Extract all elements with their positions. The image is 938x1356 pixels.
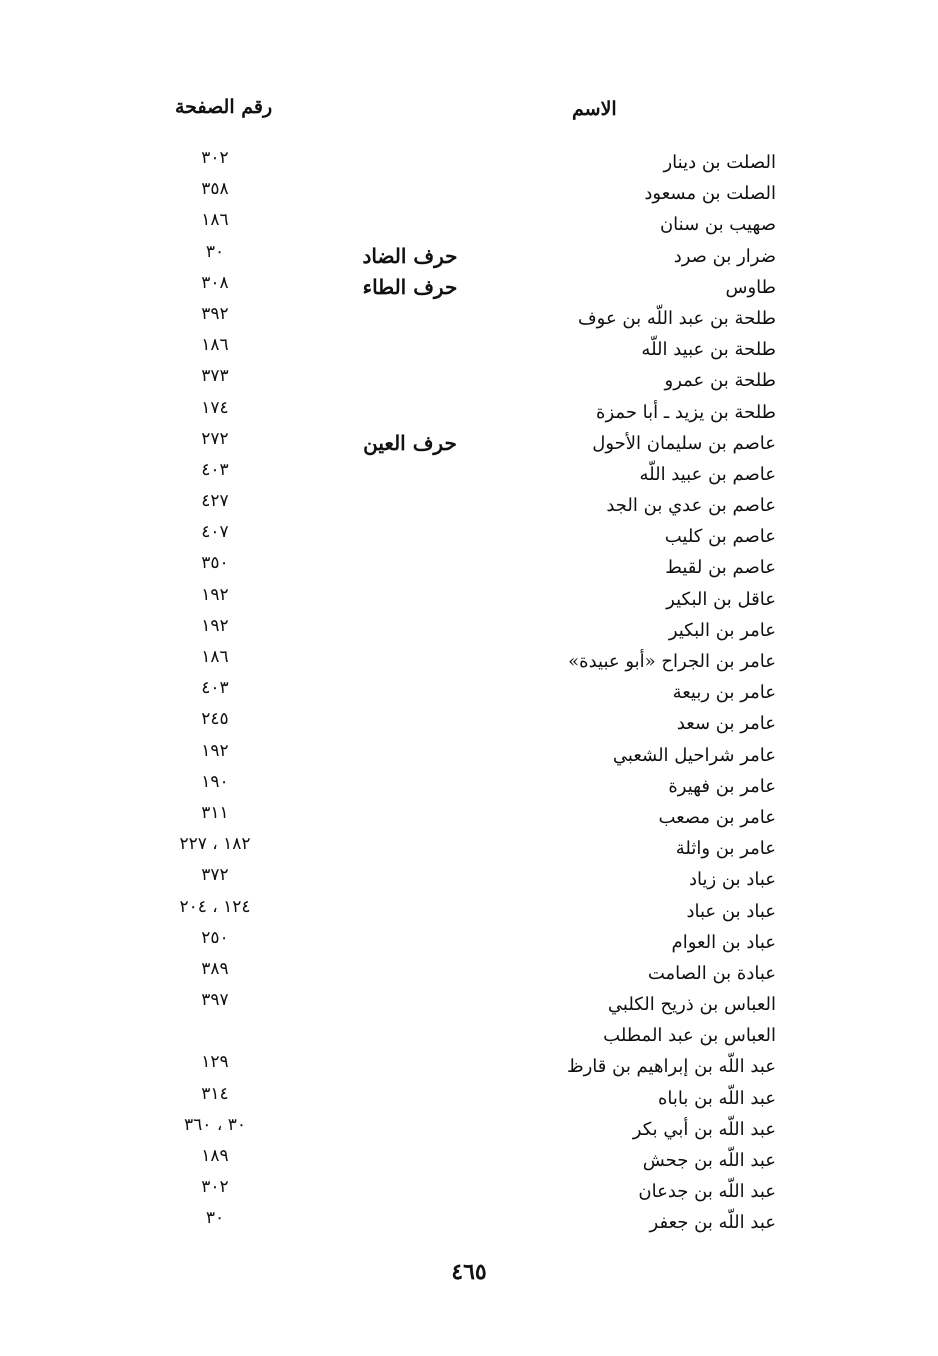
index-row — [0, 897, 938, 928]
entry-page-numbers: ٣٥٠ — [201, 553, 229, 574]
entry-page-numbers: ٤٠٧ — [201, 522, 229, 543]
index-row — [0, 585, 938, 616]
entry-name: عاقل بن البكير — [666, 588, 776, 610]
entry-name: عبد اللّه بن أبي بكر — [632, 1118, 776, 1140]
index-row — [0, 1052, 938, 1083]
entry-page-numbers: ٣٠٢ — [201, 1177, 229, 1198]
entry-page-numbers: ١٩٠ — [201, 771, 229, 792]
entry-page-numbers: ٣٧٢ — [201, 865, 229, 886]
entry-name: ضرار بن صرد — [673, 245, 776, 267]
index-row — [0, 398, 938, 429]
entry-name: عاصم بن سليمان الأحول — [592, 432, 776, 454]
index-row — [0, 928, 938, 959]
entry-page-numbers: ١٨٩ — [201, 1146, 229, 1166]
entry-name: عاصم بن عبيد اللّه — [639, 463, 776, 485]
index-row — [0, 304, 938, 335]
entry-page-numbers: ٣٩٢ — [201, 303, 229, 324]
entry-name: العباس بن عبد المطلب — [603, 1025, 776, 1047]
index-row — [0, 460, 938, 491]
entry-name: عبادة بن الصامت — [647, 962, 776, 984]
name-column-header: الاسم — [572, 98, 617, 120]
index-row — [0, 210, 938, 241]
entry-page-numbers: ١٩٢ — [201, 615, 229, 636]
section-heading: حرف الضاد — [362, 243, 458, 268]
index-row — [0, 709, 938, 740]
entry-page-numbers: ١٩٢ — [201, 740, 229, 761]
entry-name: عامر بن البكير — [668, 619, 776, 641]
entry-name: عامر شراحيل الشعبي — [612, 744, 776, 766]
entry-page-numbers: ٢٧٢ — [201, 428, 229, 449]
page-number-column-header: رقم الصفحة — [175, 96, 273, 118]
entry-page-numbers: ٢٤٥ — [201, 709, 229, 730]
entry-name: الصلت بن مسعود — [644, 183, 776, 205]
entry-page-numbers: ١٧٤ — [201, 397, 229, 418]
index-row — [0, 741, 938, 772]
index-row — [0, 179, 938, 210]
entry-page-numbers: ٤٠٣ — [201, 678, 229, 699]
index-row — [0, 803, 938, 834]
entry-name: عاصم بن كليب — [664, 526, 776, 548]
entry-page-numbers: ٢٥٠ — [201, 927, 229, 948]
index-row — [0, 959, 938, 990]
index-row — [0, 429, 938, 460]
entry-page-numbers: ١٨٢ ، ٢٢٧ — [179, 834, 251, 855]
index-row — [0, 553, 938, 584]
entry-name: عباد بن عباد — [686, 900, 776, 922]
entry-page-numbers: ٣٠ ، ٣٦٠ — [184, 1114, 246, 1135]
index-row — [0, 865, 938, 896]
entry-page-numbers: ١٢٩ — [201, 1052, 229, 1073]
entry-page-numbers: ١٢٤ ، ٢٠٤ — [179, 896, 251, 917]
index-row — [0, 834, 938, 865]
entry-name: طلحة بن عبد اللّه بن عوف — [578, 307, 776, 329]
index-row — [0, 678, 938, 709]
entry-name: عامر بن واثلة — [675, 838, 776, 860]
section-heading: حرف العين — [363, 430, 457, 455]
entry-page-numbers: ٣٨٩ — [201, 958, 229, 979]
index-row — [0, 273, 938, 304]
entry-page-numbers: ٣٥٨ — [201, 179, 229, 200]
index-row — [0, 1021, 938, 1052]
entry-page-numbers: ٣٠٨ — [201, 272, 229, 293]
entry-page-numbers: ٣٠٢ — [201, 148, 229, 168]
index-row — [0, 242, 938, 273]
entry-page-numbers: ١٨٦ — [201, 210, 229, 231]
entry-name: طاوس — [725, 276, 776, 298]
entry-name: الصلت بن دينار — [663, 152, 776, 173]
entry-name: عباد بن العوام — [671, 931, 776, 953]
index-row — [0, 522, 938, 553]
index-entries — [0, 148, 938, 1240]
entry-name: عامر بن فهيرة — [668, 775, 776, 797]
entry-name: عامر بن مصعب — [658, 806, 776, 828]
entry-page-numbers: ٤٠٣ — [201, 459, 229, 480]
entry-name: عامر بن سعد — [676, 713, 776, 735]
entry-page-numbers: ١٩٢ — [201, 584, 229, 605]
index-row — [0, 1115, 938, 1146]
index-row — [0, 772, 938, 803]
entry-page-numbers: ١٨٦ — [201, 335, 229, 356]
index-row — [0, 990, 938, 1021]
index-row — [0, 1084, 938, 1115]
entry-page-numbers: ٣٩٧ — [201, 990, 229, 1011]
entry-page-numbers: ٣١٤ — [201, 1083, 229, 1104]
entry-name: عبد اللّه بن باباه — [657, 1087, 776, 1109]
index-row — [0, 616, 938, 647]
entry-page-numbers: ٣٠ — [205, 241, 225, 262]
entry-page-numbers: ١٨٦ — [201, 647, 229, 667]
entry-name: عاصم بن لقيط — [665, 557, 776, 579]
entry-name: العباس بن ذريح الكلبي — [607, 994, 776, 1016]
page-folio-number: ٤٦٥ — [451, 1259, 487, 1285]
entry-name: طلحة بن يزيد ـ أبا حمزة — [596, 401, 776, 423]
index-row — [0, 148, 938, 179]
entry-name: عبد اللّه بن جدعان — [638, 1181, 776, 1203]
index-row — [0, 647, 938, 678]
entry-name: صهيب بن سنان — [659, 214, 776, 236]
entry-name: عبد اللّه بن جحش — [642, 1150, 776, 1171]
entry-name: عبد اللّه بن إبراهيم بن قارظ — [566, 1056, 776, 1078]
index-row — [0, 491, 938, 522]
section-heading: حرف الطاء — [362, 274, 458, 299]
entry-name: عاصم بن عدي بن الجد — [606, 495, 776, 517]
entry-page-numbers: ٣٠ — [205, 1208, 225, 1229]
index-row — [0, 1146, 938, 1177]
entry-name: عامر بن ربيعة — [672, 682, 776, 704]
entry-name: عامر بن الجراح «أبو عبيدة» — [568, 651, 776, 672]
index-row — [0, 335, 938, 366]
entry-name: طلحة بن عبيد اللّه — [641, 339, 776, 361]
index-row — [0, 1208, 938, 1239]
entry-name: عباد بن زياد — [688, 869, 776, 891]
entry-page-numbers: ٤٢٧ — [201, 491, 229, 512]
entry-name: طلحة بن عمرو — [664, 370, 776, 392]
entry-page-numbers: ٣٧٣ — [201, 366, 229, 387]
entry-page-numbers: ٣١١ — [201, 802, 229, 823]
entry-name: عبد اللّه بن جعفر — [649, 1212, 776, 1234]
index-row — [0, 366, 938, 397]
index-row — [0, 1177, 938, 1208]
